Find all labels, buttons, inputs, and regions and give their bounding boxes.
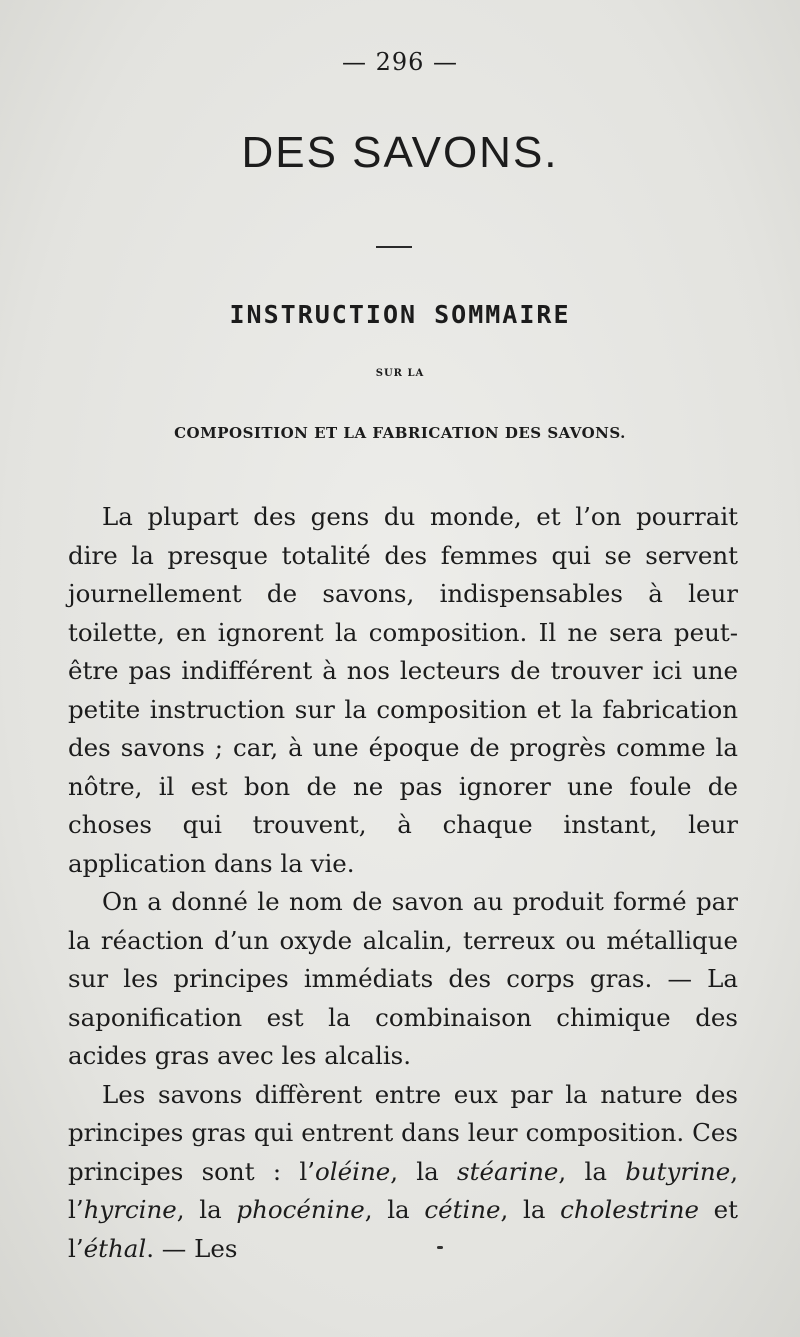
p3-sep: , la [558, 1156, 626, 1186]
term-stearine: stéarine [457, 1156, 559, 1186]
term-butyrine: butyrine [625, 1156, 731, 1186]
p3-sep: , la [364, 1195, 425, 1224]
paragraph-2: On a donné le nom de savon au produit formé par la réaction d’un oxyde alcalin, terreux ou métallique sur les principes immédiats des corps gras. — La saponification est la combinaison chimique des acides gras avec les alcalis. [68, 887, 738, 1070]
body-text [68, 498, 738, 1268]
sur-la-line: SUR LA [375, 368, 425, 379]
page-title: DES SAVONS. [241, 128, 559, 177]
p3-sep: , l’ [68, 1156, 738, 1224]
p3-sep: , la [176, 1195, 237, 1224]
paragraph-3 [68, 1076, 738, 1269]
p3-sep: , la [500, 1195, 561, 1224]
divider-rule [376, 246, 412, 248]
section-subtitle: INSTRUCTION SOMMAIRE [229, 300, 571, 329]
term-oleine: oléine [315, 1156, 391, 1186]
p3-sep: , la [390, 1156, 458, 1186]
page-number: — 296 — [341, 48, 459, 76]
ink-speck [437, 1246, 443, 1249]
term-cholestrine: cholestrine [560, 1195, 699, 1224]
p3-sep: et l’ [68, 1195, 739, 1263]
section-subheading: COMPOSITION ET LA FABRICATION DES SAVONS. [174, 424, 626, 442]
term-hyrcine: hyrcine [83, 1195, 177, 1224]
p3-end: . — Les [146, 1233, 238, 1263]
term-cetine: cétine [424, 1195, 501, 1224]
term-phocenine: phocénine [236, 1195, 365, 1224]
term-ethal: éthal [83, 1233, 147, 1263]
p3-start: Les savons diffèrent entre eux par la nature des principes gras qui entrent dans leur composition. Ces principes sont : l’ [68, 1079, 738, 1186]
paragraph-1: La plupart des gens du monde, et l’on pourrait dire la presque totalité des femmes qui se servent journellement de savons, indispensables à leur toilette, en ignorent la composition. Il ne sera peut-être pas indifférent à nos lecteurs de trouver ici une petite instruction sur la composition et la fabrication des savons ; car, à une époque de progrès comme la nôtre, il est bon de ne pas ignorer une foule de choses qui trouvent, à chaque instant, leur application dans la vie. [68, 502, 738, 878]
